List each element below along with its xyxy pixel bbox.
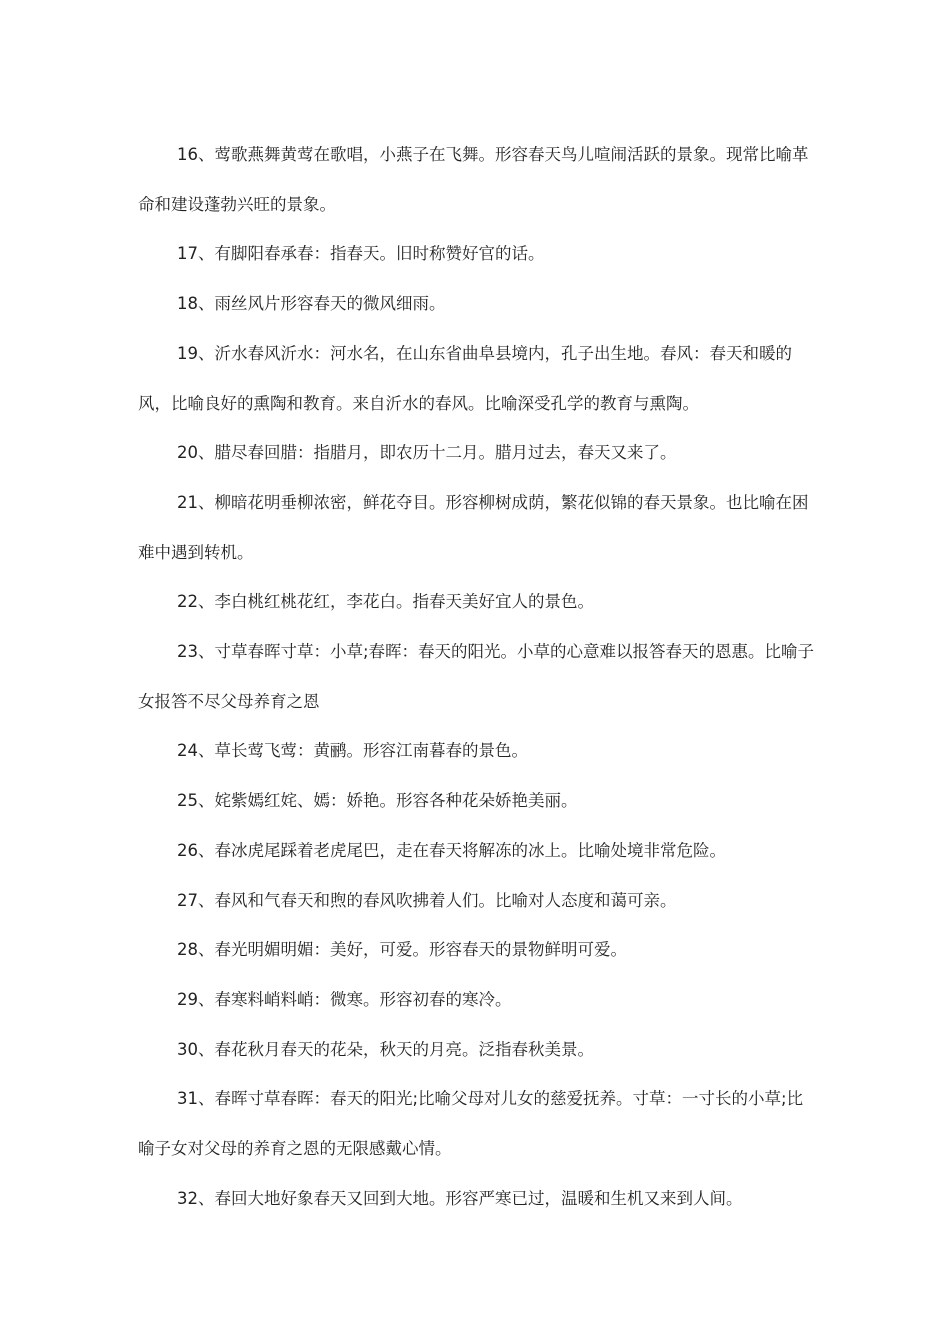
idiom-entry-17: 17、有脚阳春承春：指春天。旧时称赞好官的话。 [177, 244, 545, 264]
idiom-entry-23: 23、寸草春晖寸草：小草;春晖：春天的阳光。小草的心意难以报答春天的恩惠。比喻子女报答不尽父母养育之恩 [138, 642, 815, 711]
idiom-entry-16: 16、莺歌燕舞黄莺在歌唱，小燕子在飞舞。形容春天鸟儿喧闹活跃的景象。现常比喻革命和建设蓬勃兴旺的景象。 [138, 145, 809, 214]
idiom-entry-27: 27、春风和气春天和煦的春风吹拂着人们。比喻对人态度和蔼可亲。 [177, 890, 677, 910]
idiom-entry-22: 22、李白桃红桃花红，李花白。指春天美好宜人的景色。 [177, 592, 594, 612]
idiom-entry-29: 29、春寒料峭料峭：微寒。形容初春的寒冷。 [177, 989, 512, 1009]
idiom-entry-18: 18、雨丝风片形容春天的微风细雨。 [177, 294, 446, 314]
idiom-entry-21: 21、柳暗花明垂柳浓密，鲜花夺目。形容柳树成荫，繁花似锦的春天景象。也比喻在困难中遇到转机。 [138, 492, 809, 562]
idiom-entry-28: 28、春光明媚明媚：美好，可爱。形容春天的景物鲜明可爱。 [177, 940, 627, 960]
idiom-entry-24: 24、草长莺飞莺：黄鹂。形容江南暮春的景色。 [177, 741, 528, 761]
idiom-entry-30: 30、春花秋月春天的花朵，秋天的月亮。泛指春秋美景。 [177, 1039, 594, 1059]
idiom-entry-32: 32、春回大地好象春天又回到大地。形容严寒已过，温暖和生机又来到人间。 [177, 1188, 743, 1208]
idiom-list [138, 130, 818, 1223]
idiom-entry-20: 20、腊尽春回腊：指腊月，即农历十二月。腊月过去，春天又来了。 [177, 443, 677, 463]
idiom-entry-26: 26、春冰虎尾踩着老虎尾巴，走在春天将解冻的冰上。比喻处境非常危险。 [177, 840, 726, 860]
idiom-entry-19: 19、沂水春风沂水：河水名，在山东省曲阜县境内，孔子出生地。春风：春天和暖的风，比喻良好的熏陶和教育。来自沂水的春风。比喻深受孔学的教育与熏陶。 [138, 343, 792, 413]
idiom-entry-25: 25、姹紫嫣红姹、嫣：娇艳。形容各种花朵娇艳美丽。 [177, 791, 578, 811]
idiom-entry-31: 31、春晖寸草春晖：春天的阳光;比喻父母对儿女的慈爱抚养。寸草：一寸长的小草;比喻子女对父母的养育之恩的无限感戴心情。 [138, 1089, 804, 1159]
